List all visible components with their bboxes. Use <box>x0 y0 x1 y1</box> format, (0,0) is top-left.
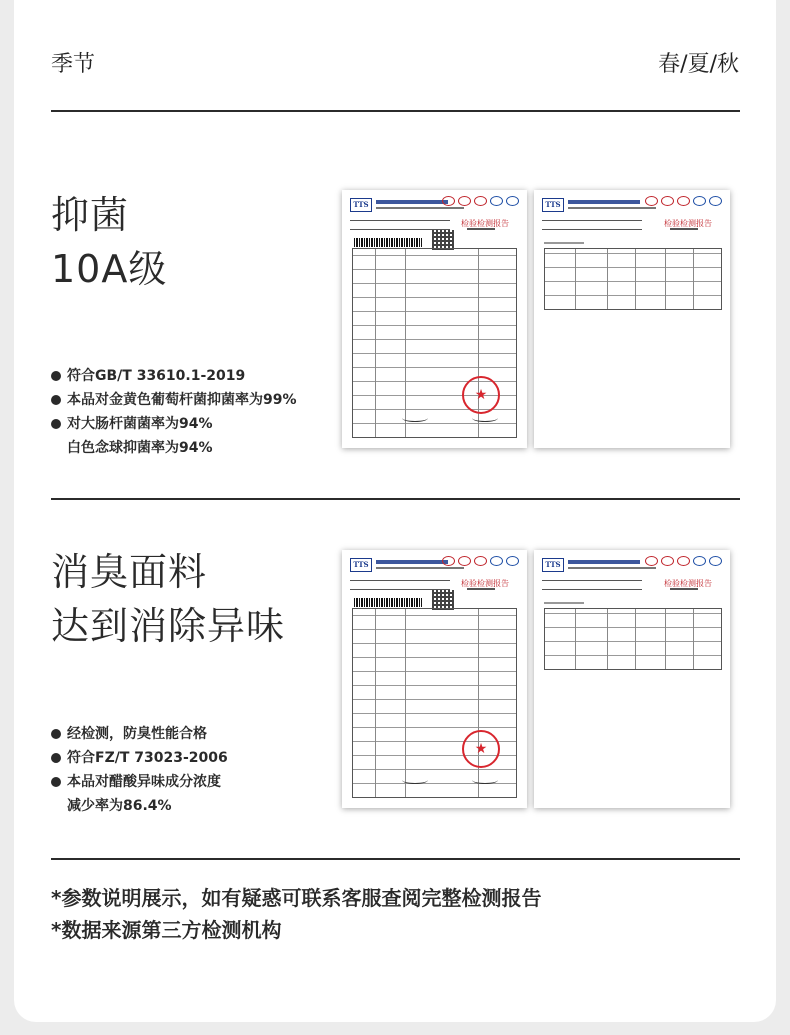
bullet-dot-icon <box>51 419 61 429</box>
report-title: 检验检测报告 <box>664 579 712 588</box>
report-title: 检验检测报告 <box>664 219 712 228</box>
bullet-item: 本品对金黄色葡萄杆菌抑菌率为99% <box>51 388 297 412</box>
bullet-dot-icon <box>51 777 61 787</box>
bullet-item: 本品对醋酸异味成分浓度 <box>51 770 228 794</box>
season-value: 春/夏/秋 <box>658 51 739 77</box>
signature-icon <box>402 776 428 784</box>
bullet-item: 经检测，防臭性能合格 <box>51 722 228 746</box>
season-label: 季节 <box>51 51 96 77</box>
tts-logo-icon: TTS <box>542 558 564 572</box>
season-row <box>51 42 739 82</box>
tts-logo-icon: TTS <box>350 198 372 212</box>
signature-icon <box>472 776 498 784</box>
barcode-icon <box>354 598 422 607</box>
bullet-dot-icon <box>51 729 61 739</box>
divider <box>51 498 740 500</box>
certification-badges-icon <box>442 196 519 206</box>
bullet-continuation: 减少率为86.4% <box>67 798 172 814</box>
official-seal-icon <box>462 376 500 414</box>
signature-icon <box>472 414 498 422</box>
certification-badges-icon <box>442 556 519 566</box>
qr-code-icon <box>432 230 454 250</box>
bullet-dot-icon <box>51 395 61 405</box>
antibacterial-title: 抑菌 10A级 <box>51 193 168 291</box>
report-table <box>544 248 722 310</box>
note-line: *数据来源第三方检测机构 <box>51 918 282 942</box>
report-table <box>544 608 722 670</box>
certification-badges-icon <box>645 556 722 566</box>
barcode-icon <box>354 238 422 247</box>
test-report-image <box>534 550 730 808</box>
bullet-dot-icon <box>51 371 61 381</box>
tts-logo-icon: TTS <box>350 558 372 572</box>
divider <box>51 110 740 112</box>
qr-code-icon <box>432 590 454 610</box>
deodorant-title: 消臭面料 达到消除异味 <box>51 550 286 648</box>
bullet-item: 对大肠杆菌菌率为94% <box>51 412 297 436</box>
signature-icon <box>402 414 428 422</box>
bullet-item: 符合FZ/T 73023-2006 <box>51 746 228 770</box>
disclaimer-notes <box>51 882 541 946</box>
spec-card <box>14 0 776 1022</box>
test-report-image <box>342 550 527 808</box>
report-table <box>352 608 517 798</box>
official-seal-icon <box>462 730 500 768</box>
antibacterial-bullets <box>51 364 297 460</box>
bullet-item: 符合GB/T 33610.1-2019 <box>51 364 297 388</box>
report-title: 检验检测报告 <box>461 579 509 588</box>
deodorant-bullets <box>51 722 228 818</box>
report-title: 检验检测报告 <box>461 219 509 228</box>
bullet-dot-icon <box>51 753 61 763</box>
test-report-image <box>342 190 527 448</box>
test-report-image <box>534 190 730 448</box>
note-line: *参数说明展示，如有疑惑可联系客服查阅完整检测报告 <box>51 886 542 910</box>
tts-logo-icon: TTS <box>542 198 564 212</box>
divider <box>51 858 740 860</box>
bullet-continuation: 白色念球抑菌率为94% <box>67 440 213 456</box>
certification-badges-icon <box>645 196 722 206</box>
